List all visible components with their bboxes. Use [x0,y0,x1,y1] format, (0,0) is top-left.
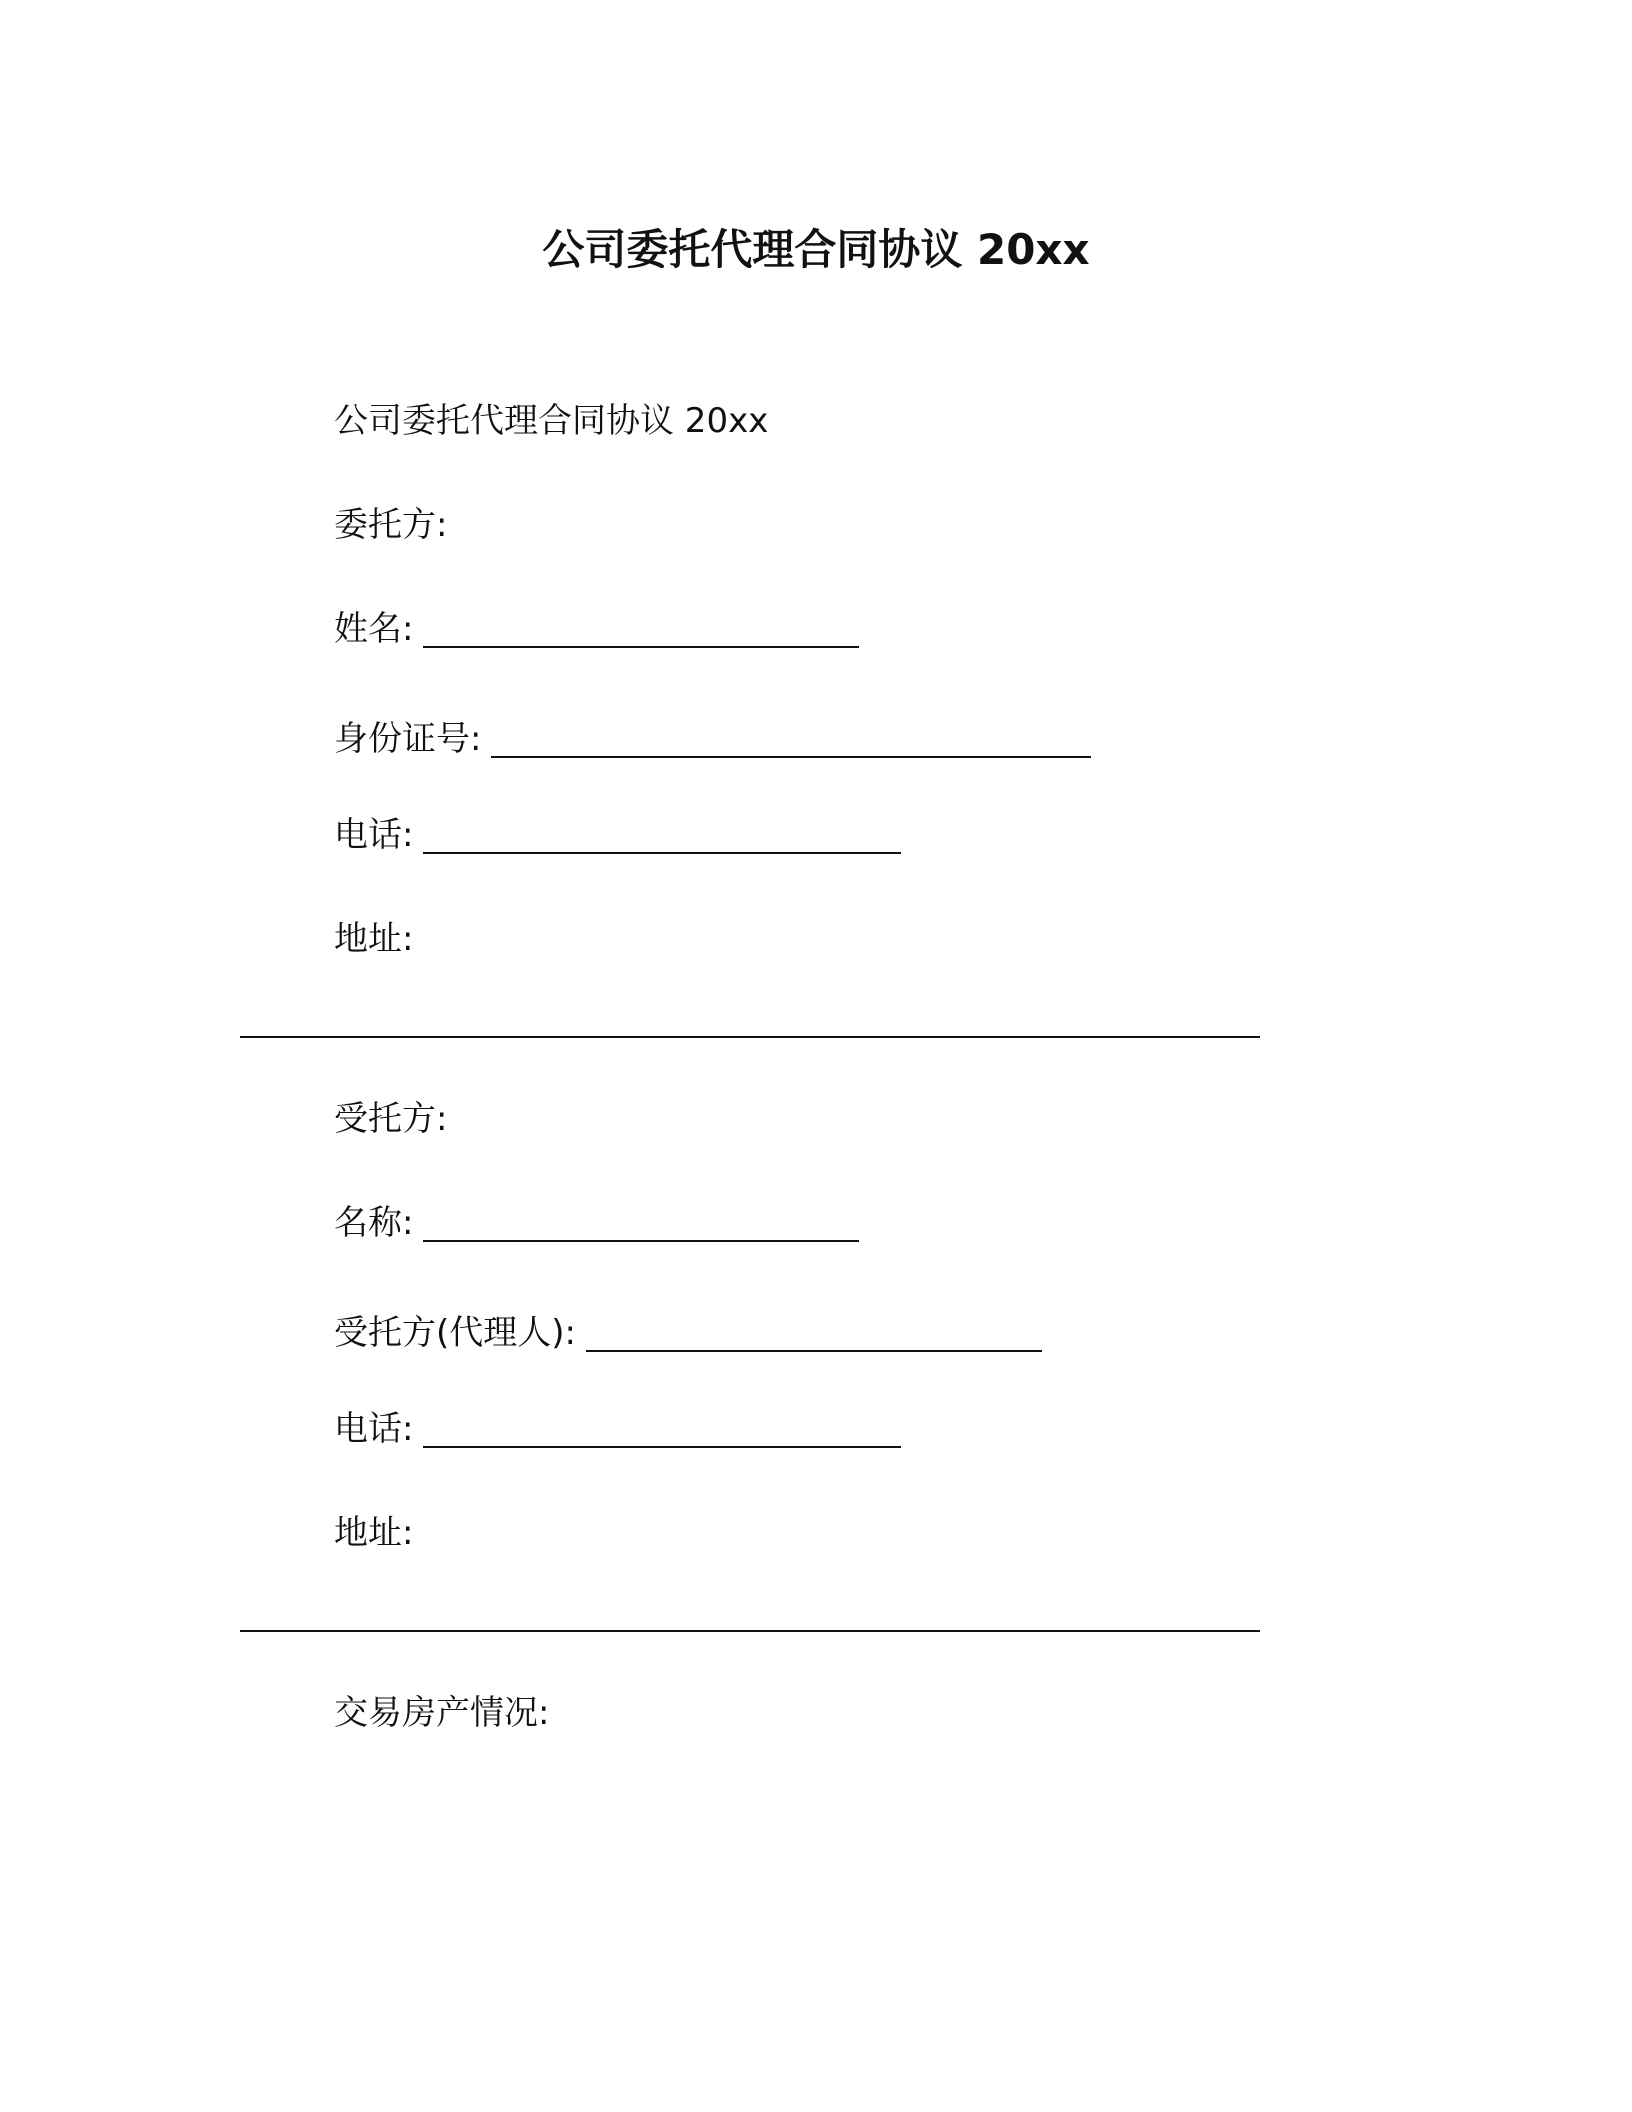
property-heading-text: 交易房产情况: [334,1693,550,1733]
agent-phone-blank[interactable] [423,1412,901,1448]
agent-company-row [334,1200,859,1246]
principal-name-label: 姓名: [334,609,414,649]
agent-address-label: 地址: [334,1513,414,1553]
principal-phone-blank[interactable] [423,818,901,854]
agent-representative-row [334,1310,1042,1356]
principal-phone-label: 电话: [334,815,414,855]
principal-heading [334,502,447,548]
agent-phone-row [334,1406,901,1452]
agent-phone-label: 电话: [334,1409,414,1449]
principal-name-row [334,606,859,652]
agent-company-blank[interactable] [423,1206,859,1242]
agent-representative-blank[interactable] [586,1316,1042,1352]
agent-company-label: 名称: [334,1203,414,1243]
document-title: 公司委托代理合同协议 20xx [542,225,1090,274]
principal-id-blank[interactable] [491,722,1091,758]
agent-heading [334,1096,447,1142]
principal-heading-text: 委托方: [334,505,448,545]
principal-address-blank[interactable] [240,1036,1260,1038]
agent-address-row [334,1510,413,1556]
principal-name-blank[interactable] [423,612,859,648]
property-heading [334,1690,549,1736]
principal-address-label: 地址: [334,919,414,959]
agent-address-blank[interactable] [240,1630,1260,1632]
principal-phone-row [334,812,901,858]
subtitle-text: 公司委托代理合同协议 20xx [334,401,769,441]
agent-heading-text: 受托方: [334,1099,448,1139]
principal-id-row [334,716,1091,762]
principal-address-row [334,916,413,962]
document-subtitle [334,398,768,444]
principal-id-label: 身份证号: [334,719,482,759]
agent-representative-label: 受托方(代理人): [334,1313,576,1353]
